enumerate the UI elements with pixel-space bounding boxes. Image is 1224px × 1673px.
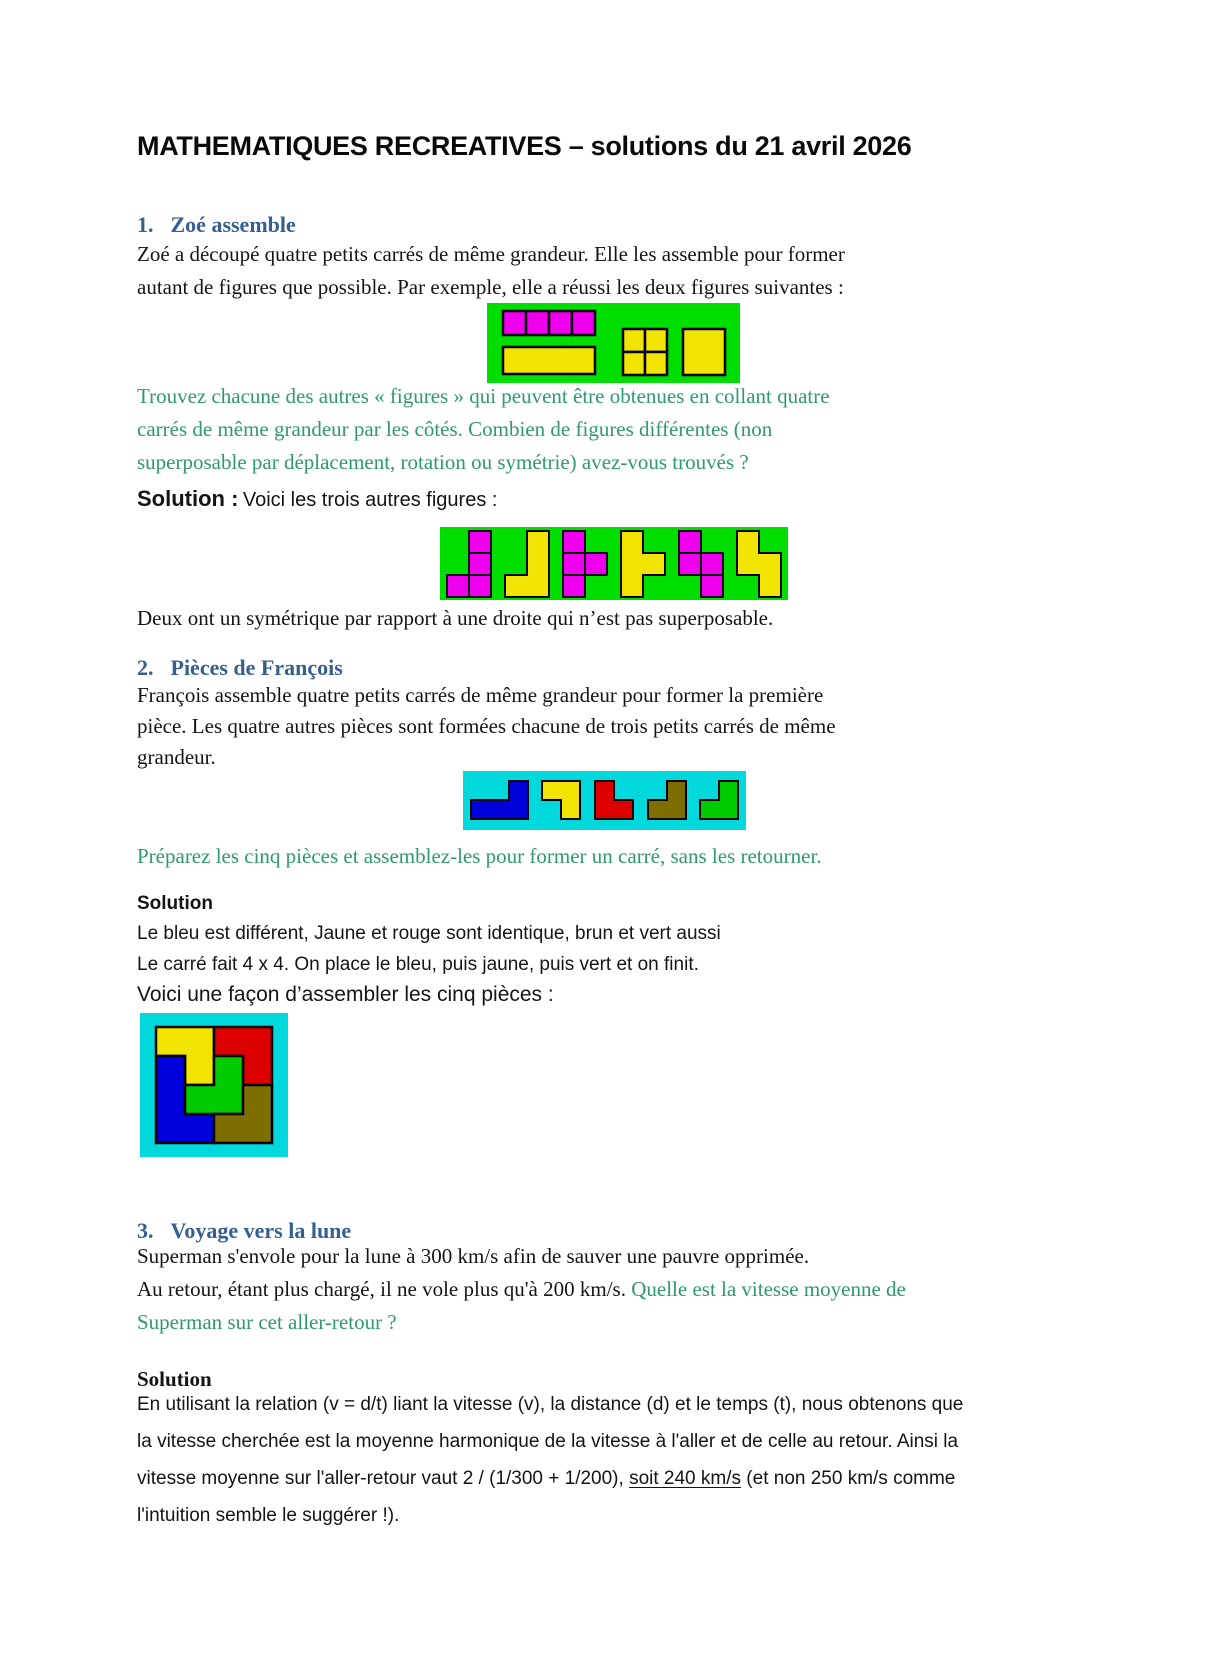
magenta-cell bbox=[549, 311, 572, 335]
magenta-cell bbox=[701, 575, 723, 597]
magenta-cell bbox=[679, 553, 701, 575]
section-2-intro bbox=[137, 680, 836, 773]
section-2-intro-line3: grandeur. bbox=[137, 745, 216, 769]
piece-yellow-square bbox=[683, 329, 725, 375]
section-3-para-line4: l'intuition semble le suggérer !). bbox=[137, 1505, 400, 1526]
figure-assembled-square bbox=[140, 1013, 288, 1157]
section-2-intro-line1: François assemble quatre petits carrés de même grandeur pour former la première bbox=[137, 683, 824, 707]
section-2-solution-line3: Voici une façon d’assembler les cinq pièces : bbox=[137, 983, 554, 1006]
magenta-cell bbox=[585, 553, 607, 575]
magenta-cell bbox=[503, 311, 526, 335]
figure-example-assemblies bbox=[487, 303, 740, 383]
magenta-cell bbox=[572, 311, 595, 335]
section-3-line3-green: Superman sur cet aller-retour ? bbox=[137, 1310, 397, 1334]
section-2-solution-line2: Le carré fait 4 x 4. On place le bleu, puis jaune, puis vert et on finit. bbox=[137, 954, 699, 975]
figure-example-assemblies-svg bbox=[487, 303, 740, 383]
section-3-body bbox=[137, 1240, 906, 1339]
yellow-cell bbox=[645, 352, 667, 375]
yellow-cell bbox=[645, 329, 667, 352]
section-1-question-line2: carrés de même grandeur par les côtés. Combien de figures différentes (non bbox=[137, 417, 773, 441]
section-1-intro-line1: Zoé a découpé quatre petits carrés de même grandeur. Elle les assemble pour former bbox=[137, 242, 845, 266]
magenta-cell bbox=[469, 553, 491, 575]
section-2-solution-label: Solution bbox=[137, 893, 213, 914]
assembled-grid bbox=[156, 1027, 272, 1143]
magenta-cell bbox=[563, 575, 585, 597]
figure-three-other-figures bbox=[440, 527, 788, 600]
section-3-para-line3-post: (et non 250 km/s comme bbox=[741, 1468, 956, 1489]
section-3-line2-green: Quelle est la vitesse moyenne de bbox=[631, 1277, 906, 1301]
section-1-solution-line bbox=[137, 486, 497, 512]
section-2-number: 2. bbox=[137, 655, 154, 680]
section-3-para-line3-pre: vitesse moyenne sur l'aller-retour vaut 2 / (1/300 + 1/200), bbox=[137, 1468, 630, 1489]
section-2-question: Préparez les cinq pièces et assemblez-les pour former un carré, sans les retourner. bbox=[137, 844, 822, 868]
figure2-green-background bbox=[440, 527, 788, 600]
yellow-cell bbox=[623, 329, 645, 352]
magenta-cell bbox=[447, 575, 469, 597]
magenta-cell bbox=[563, 553, 585, 575]
section-3-title: Voyage vers la lune bbox=[170, 1218, 352, 1243]
section-1-intro-line2: autant de figures que possible. Par exemple, elle a réussi les deux figures suivantes : bbox=[137, 275, 844, 299]
section-3-number: 3. bbox=[137, 1218, 154, 1243]
section-3-line2-black: Au retour, étant plus chargé, il ne vole plus qu'à 200 km/s. bbox=[137, 1277, 632, 1301]
section-1-question-line1: Trouvez chacune des autres « figures » qui peuvent être obtenues en collant quatre bbox=[137, 384, 830, 408]
magenta-cell bbox=[563, 531, 585, 553]
magenta-cell bbox=[469, 531, 491, 553]
section-1-intro bbox=[137, 238, 845, 304]
section-3-para-line1: En utilisant la relation (v = d/t) liant la vitesse (v), la distance (d) et le temps (t), nous obtenons que bbox=[137, 1394, 964, 1415]
magenta-cell bbox=[526, 311, 549, 335]
section-1-note: Deux ont un symétrique par rapport à une droite qui n’est pas superposable. bbox=[137, 606, 774, 630]
section-3-solution-paragraph bbox=[137, 1386, 963, 1534]
section-1-number: 1. bbox=[137, 212, 154, 237]
magenta-cell bbox=[469, 575, 491, 597]
section-3-para-line2: la vitesse cherchée est la moyenne harmonique de la vitesse à l'aller et de celle au retour. Ainsi la bbox=[137, 1431, 959, 1452]
section-2-solution-line1: Le bleu est différent, Jaune et rouge sont identique, brun et vert aussi bbox=[137, 923, 721, 944]
yellow-cell bbox=[623, 352, 645, 375]
figure-tetrominoes-svg bbox=[440, 527, 788, 600]
section-3-para-line3 bbox=[137, 1460, 963, 1497]
section-2-intro-line2: pièce. Les quatre autres pièces sont formées chacune de trois petits carrés de même bbox=[137, 714, 836, 738]
figure-five-pieces-svg bbox=[463, 771, 746, 830]
section-2-heading bbox=[137, 655, 343, 681]
figure-assembled-square-svg bbox=[140, 1013, 288, 1157]
section-1-solution-label: Solution : bbox=[137, 486, 239, 511]
section-1-title: Zoé assemble bbox=[170, 212, 296, 237]
magenta-cell bbox=[679, 531, 701, 553]
section-3-line2 bbox=[137, 1273, 906, 1306]
piece-yellow-bar bbox=[503, 347, 595, 374]
section-3-solution-label: Solution bbox=[137, 1367, 212, 1391]
page-title: MATHEMATIQUES RECREATIVES – solutions du 21 avril 2026 bbox=[137, 131, 912, 161]
figure-five-pieces bbox=[463, 771, 746, 830]
section-3-para-line3-underlined: soit 240 km/s bbox=[629, 1468, 742, 1489]
section-3-line1: Superman s'envole pour la lune à 300 km/s afin de sauver une pauvre opprimée. bbox=[137, 1244, 810, 1268]
section-1-heading bbox=[137, 212, 296, 238]
magenta-cell bbox=[701, 553, 723, 575]
section-1-question-line3: superposable par déplacement, rotation ou symétrie) avez-vous trouvés ? bbox=[137, 450, 749, 474]
section-1-solution-text: Voici les trois autres figures : bbox=[242, 489, 498, 511]
section-1-question bbox=[137, 380, 830, 479]
piece-magenta-row bbox=[503, 311, 595, 335]
section-2-title: Pièces de François bbox=[170, 655, 343, 680]
piece-yellow-2x2 bbox=[623, 329, 667, 375]
